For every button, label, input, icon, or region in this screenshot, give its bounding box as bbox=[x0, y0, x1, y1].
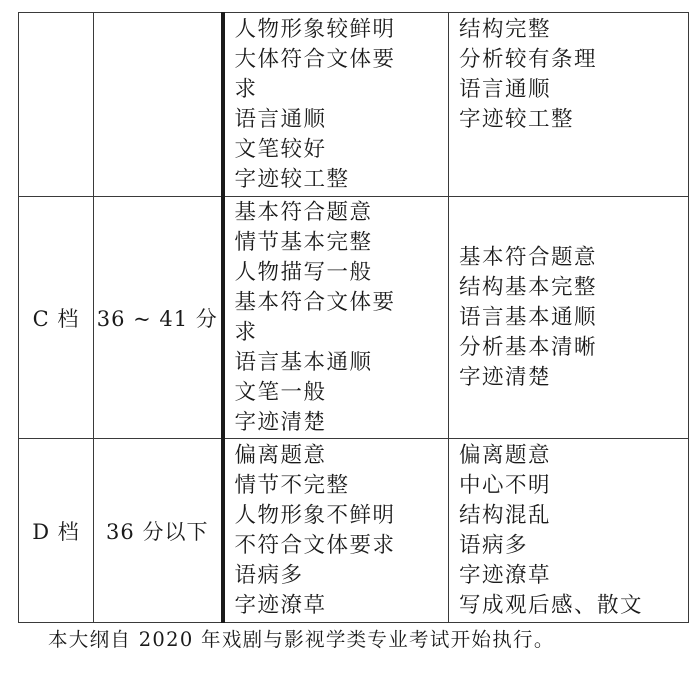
criteria-line: 字迹较工整 bbox=[459, 107, 575, 132]
criteria-line: 情节基本完整 bbox=[234, 229, 373, 255]
criteria-line: 求 bbox=[234, 77, 258, 102]
criteria-line: 语言通顺 bbox=[234, 107, 327, 132]
criteria-line: 结构基本完整 bbox=[459, 274, 598, 300]
criteria-line: 偏离题意 bbox=[234, 442, 327, 468]
criteria-line: 字迹清楚 bbox=[459, 364, 552, 390]
footnote-text: 本大纲自 2020 年戏剧与影视学类专业考试开始执行。 bbox=[48, 628, 555, 651]
level-cell bbox=[19, 13, 94, 197]
criteria-line: 人物形象较鲜明 bbox=[234, 17, 396, 42]
criteria-line: 基本符合文体要 bbox=[234, 289, 396, 315]
criteria-line: 不符合文体要求 bbox=[234, 532, 396, 558]
table-row bbox=[19, 439, 689, 623]
criteria-line: 基本符合题意 bbox=[459, 244, 598, 270]
criteria-line: 文笔一般 bbox=[234, 379, 327, 405]
content-criteria-cell bbox=[223, 13, 449, 197]
criteria-line: 分析较有条理 bbox=[459, 47, 598, 72]
score-cell: 36 ~ 41 分 bbox=[94, 197, 223, 439]
score-cell: 36 分以下 bbox=[94, 439, 223, 623]
level-cell: C 档 bbox=[19, 197, 94, 439]
structure-criteria-cell bbox=[449, 439, 689, 623]
criteria-line: 分析基本清晰 bbox=[459, 334, 598, 360]
criteria-line: 文笔较好 bbox=[234, 137, 327, 162]
content-criteria-cell bbox=[223, 439, 449, 623]
table-row bbox=[19, 197, 689, 439]
table-row bbox=[19, 13, 689, 197]
criteria-line: 语病多 bbox=[459, 532, 529, 558]
content-criteria-cell bbox=[223, 197, 449, 439]
criteria-line: 语言通顺 bbox=[459, 77, 552, 102]
criteria-line: 语言基本通顺 bbox=[234, 349, 373, 375]
criteria-line: 语病多 bbox=[234, 562, 304, 588]
criteria-line: 人物描写一般 bbox=[234, 259, 373, 285]
level-cell: D 档 bbox=[19, 439, 94, 623]
criteria-line: 写成观后感、散文 bbox=[459, 592, 644, 618]
criteria-line: 字迹较工整 bbox=[234, 167, 350, 192]
criteria-line: 字迹潦草 bbox=[234, 592, 327, 618]
structure-criteria-cell bbox=[449, 197, 689, 439]
criteria-line: 求 bbox=[234, 319, 258, 345]
score-cell bbox=[94, 13, 223, 197]
criteria-line: 大体符合文体要 bbox=[234, 47, 396, 72]
criteria-line: 中心不明 bbox=[459, 472, 552, 498]
criteria-line: 情节不完整 bbox=[234, 472, 350, 498]
criteria-line: 结构混乱 bbox=[459, 502, 552, 528]
criteria-line: 字迹潦草 bbox=[459, 562, 552, 588]
criteria-line: 语言基本通顺 bbox=[459, 304, 598, 330]
criteria-line: 结构完整 bbox=[459, 17, 552, 42]
criteria-line: 人物形象不鲜明 bbox=[234, 502, 396, 528]
grading-table bbox=[18, 12, 689, 623]
criteria-line: 基本符合题意 bbox=[234, 199, 373, 225]
criteria-line: 字迹清楚 bbox=[234, 409, 327, 435]
structure-criteria-cell bbox=[449, 13, 689, 197]
criteria-line: 偏离题意 bbox=[459, 442, 552, 468]
